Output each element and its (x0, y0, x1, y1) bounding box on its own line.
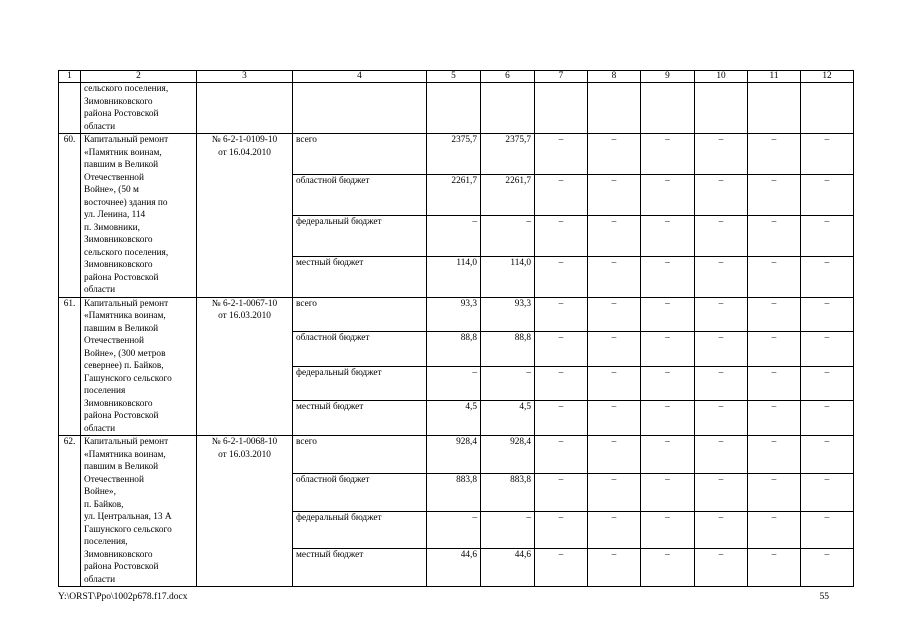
value-cell: – (748, 473, 801, 511)
value-cell: – (748, 366, 801, 401)
value-cell: – (801, 401, 854, 436)
value-cell: – (748, 297, 801, 332)
value-cell: – (801, 511, 854, 549)
value-cell: – (695, 511, 748, 549)
value-cell: – (641, 174, 695, 215)
description-line: п. Байков, (84, 499, 124, 510)
value-cell: – (695, 134, 748, 175)
description-line: п. Зимовники, (84, 222, 140, 233)
value-cell: – (588, 256, 641, 297)
value-cell: – (748, 134, 801, 175)
funding-source-label: федеральный бюджет (293, 511, 427, 549)
description-line: Капитальный ремонт (84, 437, 169, 447)
funding-source-label: всего (293, 297, 427, 332)
value-total: 44,6 (427, 549, 481, 587)
value-cell: – (641, 215, 695, 256)
value-cell: – (535, 436, 588, 474)
description-line: района Ростовской (84, 272, 159, 283)
value-year: 2261,7 (481, 174, 535, 215)
value-year: 4,5 (481, 401, 535, 436)
value-total: – (427, 215, 481, 256)
value-cell: – (588, 401, 641, 436)
description-line: «Памятника воинам, (84, 449, 166, 460)
value-year: 93,3 (481, 297, 535, 332)
funding-source-label: местный бюджет (293, 256, 427, 297)
value-cell: – (695, 549, 748, 587)
empty-cell (588, 83, 641, 134)
value-total: 883,8 (427, 473, 481, 511)
value-cell: – (748, 215, 801, 256)
value-cell: – (641, 366, 695, 401)
continuation-description (81, 83, 197, 134)
header-cell-1: 1 (59, 71, 81, 83)
table-row (59, 297, 854, 332)
value-year: 88,8 (481, 332, 535, 367)
empty-cell (748, 83, 801, 134)
description-line: области (84, 423, 116, 434)
value-cell: – (748, 332, 801, 367)
document-line: от 16.03.2010 (218, 449, 271, 460)
empty-cell (535, 83, 588, 134)
description-line: области (84, 285, 116, 295)
document-line: № 6-2-1-0068-10 (211, 437, 278, 447)
value-total: – (427, 511, 481, 549)
value-total: 114,0 (427, 256, 481, 297)
value-cell: – (535, 256, 588, 297)
value-year: – (481, 215, 535, 256)
row-number: 62. (59, 436, 81, 587)
value-cell: – (801, 215, 854, 256)
description-line: Войне», (50 м (84, 185, 139, 195)
description-line: поселения (84, 386, 126, 396)
value-cell: – (801, 174, 854, 215)
description-line: поселения, (84, 537, 128, 547)
value-cell: – (641, 473, 695, 511)
value-year: 883,8 (481, 473, 535, 511)
value-cell: – (641, 256, 695, 297)
value-cell: – (748, 549, 801, 587)
empty-cell (801, 83, 854, 134)
value-cell: – (748, 256, 801, 297)
description-line: Зимовниковского (84, 398, 153, 409)
row-number: 60. (59, 134, 81, 298)
value-cell: – (748, 436, 801, 474)
description-line: Гашунского сельского (84, 373, 172, 384)
expertise-document (197, 436, 293, 587)
value-cell: – (641, 436, 695, 474)
description-line: района Ростовской (84, 109, 159, 119)
value-cell: – (695, 297, 748, 332)
value-cell: – (801, 549, 854, 587)
value-total: 4,5 (427, 401, 481, 436)
value-year: 2375,7 (481, 134, 535, 175)
value-cell: – (588, 332, 641, 367)
description-line: Зимовниковского (84, 260, 153, 270)
value-total: 928,4 (427, 436, 481, 474)
funding-source-label: всего (293, 436, 427, 474)
header-cell-11: 11 (748, 71, 801, 83)
value-cell: – (535, 332, 588, 367)
budget-table (58, 70, 854, 587)
value-cell: – (641, 511, 695, 549)
value-cell: – (588, 215, 641, 256)
value-cell: – (748, 511, 801, 549)
empty-cell (641, 83, 695, 134)
value-cell: – (801, 473, 854, 511)
header-cell-7: 7 (535, 71, 588, 83)
description-line: восточнее) здания по (84, 197, 168, 208)
value-cell: – (641, 401, 695, 436)
value-cell: – (801, 332, 854, 367)
footer-page-number: 55 (819, 592, 829, 602)
continuation-row (59, 83, 854, 134)
empty-cell (293, 83, 427, 134)
funding-source-label: областной бюджет (293, 473, 427, 511)
value-cell: – (535, 174, 588, 215)
header-cell-12: 12 (801, 71, 854, 83)
table-row (59, 436, 854, 474)
description-line: Зимовниковского (84, 96, 153, 107)
description-line: «Памятник воинам, (84, 147, 162, 158)
value-year: 928,4 (481, 436, 535, 474)
continuation-num (59, 83, 81, 134)
value-cell: – (641, 297, 695, 332)
value-total: 93,3 (427, 297, 481, 332)
value-cell: – (695, 473, 748, 511)
description-line: района Ростовской (84, 562, 159, 572)
value-cell: – (535, 215, 588, 256)
description-line: сельского поселения, (84, 247, 169, 258)
document-line: № 6-2-1-0067-10 (211, 298, 278, 309)
value-cell: – (588, 511, 641, 549)
footer-file-path: Y:\ORST\Ppo\1002p678.f17.docx (58, 592, 188, 602)
value-cell: – (535, 511, 588, 549)
value-cell: – (801, 436, 854, 474)
value-cell: – (695, 215, 748, 256)
value-cell: – (695, 436, 748, 474)
object-description (81, 297, 197, 436)
description-line: ул. Центральная, 13 А (84, 512, 172, 522)
funding-source-label: местный бюджет (293, 401, 427, 436)
description-line: Отечественной (84, 172, 144, 183)
empty-cell (481, 83, 535, 134)
value-cell: – (588, 473, 641, 511)
value-cell: – (801, 366, 854, 401)
description-line: павшим в Великой (84, 323, 159, 334)
expertise-document (197, 297, 293, 436)
value-year: – (481, 511, 535, 549)
value-cell: – (695, 366, 748, 401)
description-line: Войне», (84, 487, 116, 497)
description-line: Капитальный ремонт (84, 298, 169, 309)
header-cell-8: 8 (588, 71, 641, 83)
value-cell: – (801, 134, 854, 175)
empty-cell (695, 83, 748, 134)
value-cell: – (695, 174, 748, 215)
value-cell: – (588, 297, 641, 332)
value-total: 88,8 (427, 332, 481, 367)
value-cell: – (748, 174, 801, 215)
value-cell: – (588, 366, 641, 401)
header-cell-5: 5 (427, 71, 481, 83)
funding-source-label: областной бюджет (293, 174, 427, 215)
header-cell-6: 6 (481, 71, 535, 83)
value-cell: – (535, 401, 588, 436)
object-description (81, 134, 197, 298)
description-line: Зимовниковского (84, 549, 153, 560)
document-line: от 16.03.2010 (218, 311, 271, 321)
value-year: – (481, 366, 535, 401)
value-year: 114,0 (481, 256, 535, 297)
description-line: области (84, 121, 116, 132)
funding-source-label: местный бюджет (293, 549, 427, 587)
object-description (81, 436, 197, 587)
value-cell: – (588, 134, 641, 175)
document-line: от 16.04.2010 (218, 147, 271, 158)
description-line: Зимовниковского (84, 235, 153, 245)
value-cell: – (641, 332, 695, 367)
value-cell: – (588, 549, 641, 587)
value-cell: – (641, 549, 695, 587)
value-cell: – (801, 256, 854, 297)
value-cell: – (641, 134, 695, 175)
expertise-document (197, 134, 293, 298)
description-line: Капитальный ремонт (84, 135, 169, 145)
value-cell: – (801, 297, 854, 332)
description-line: сельского поселения, (84, 84, 169, 94)
value-cell: – (588, 436, 641, 474)
value-cell: – (535, 366, 588, 401)
table-row (59, 134, 854, 175)
description-line: «Памятника воинам, (84, 311, 166, 321)
header-cell-2: 2 (81, 71, 197, 83)
description-line: области (84, 574, 116, 585)
description-line: ул. Ленина, 114 (84, 210, 146, 220)
header-cell-3: 3 (197, 71, 293, 83)
row-number: 61. (59, 297, 81, 436)
document-line: № 6-2-1-0109-10 (211, 135, 278, 145)
description-line: павшим в Великой (84, 160, 159, 170)
value-year: 44,6 (481, 549, 535, 587)
value-cell: – (535, 297, 588, 332)
funding-source-label: всего (293, 134, 427, 175)
value-cell: – (695, 256, 748, 297)
description-line: павшим в Великой (84, 462, 159, 472)
funding-source-label: федеральный бюджет (293, 215, 427, 256)
header-cell-9: 9 (641, 71, 695, 83)
description-line: района Ростовской (84, 411, 159, 421)
value-cell: – (695, 332, 748, 367)
header-row (59, 71, 854, 83)
header-cell-10: 10 (695, 71, 748, 83)
description-line: севернее) п. Байков, (84, 361, 164, 371)
funding-source-label: федеральный бюджет (293, 366, 427, 401)
empty-cell (197, 83, 293, 134)
description-line: Отечественной (84, 336, 144, 346)
header-cell-4: 4 (293, 71, 427, 83)
value-cell: – (535, 473, 588, 511)
description-line: Гашунского сельского (84, 524, 172, 535)
value-cell: – (535, 134, 588, 175)
value-total: 2375,7 (427, 134, 481, 175)
empty-cell (427, 83, 481, 134)
value-cell: – (535, 549, 588, 587)
value-cell: – (695, 401, 748, 436)
value-cell: – (588, 174, 641, 215)
description-line: Войне», (300 метров (84, 348, 166, 359)
value-cell: – (748, 401, 801, 436)
value-total: 2261,7 (427, 174, 481, 215)
funding-source-label: областной бюджет (293, 332, 427, 367)
description-line: Отечественной (84, 474, 144, 485)
value-total: – (427, 366, 481, 401)
table-body (59, 71, 854, 587)
